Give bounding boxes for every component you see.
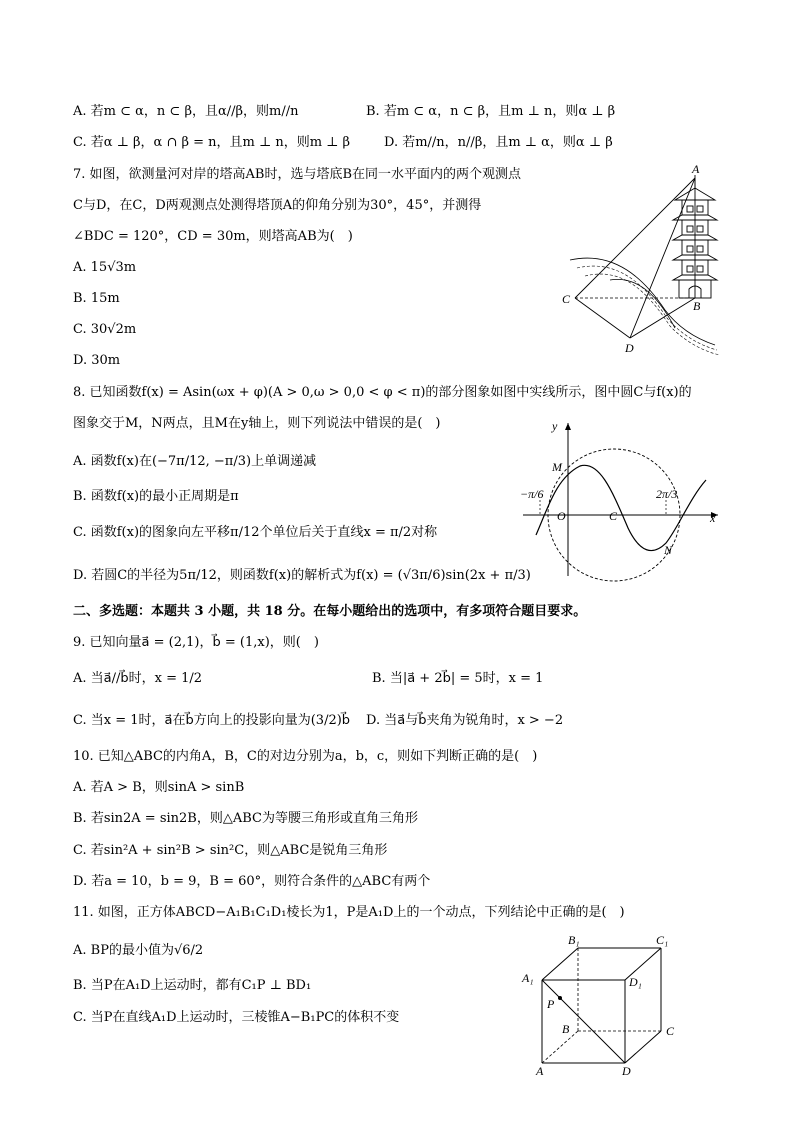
q9-option-a: A. 当a⃗//b⃗时，x = 1/2: [73, 671, 203, 686]
q8-option-c: C. 函数f(x)的图象向左平移π/12个单位后关于直线x = π/2对称: [73, 525, 438, 540]
q9-option-d: D. 当a⃗与b⃗夹角为锐角时，x > −2: [366, 713, 564, 728]
q6-option-b: B. 若m ⊂ α，n ⊂ β，且m ⊥ n，则α ⊥ β: [366, 104, 616, 119]
q10-stem: 10. 已知△ABC的内角A，B，C的对边分别为a，b，c，则如下判断正确的是( ): [73, 749, 538, 764]
q9-stem: 9. 已知向量a⃗ = (2,1)，b⃗ = (1,x)，则( ): [73, 635, 319, 650]
graph-label-neg-pi-6: −π/6: [520, 487, 544, 501]
q7-option-c: C. 30√2m: [73, 322, 137, 337]
q6-option-d: D. 若m//n，n//β，且m ⊥ α，则α ⊥ β: [384, 135, 613, 150]
q11-option-a: A. BP的最小值为√6/2: [73, 943, 204, 958]
q7-option-b: B. 15m: [73, 291, 120, 306]
graph-label-m: M: [552, 460, 562, 474]
cube-label-d: D: [622, 1064, 631, 1078]
section-2-heading: 二、多选题：本题共 3 小题，共 18 分。在每小题给出的选项中，有多项符合题目要求。: [73, 604, 587, 619]
graph-label-c: C: [609, 509, 618, 523]
cube-label-b: B: [562, 1022, 570, 1036]
q10-option-b: B. 若sin2A = sin2B，则△ABC为等腰三角形或直角三角形: [73, 811, 418, 826]
q7-option-a: A. 15√3m: [73, 260, 137, 275]
graph-label-y: y: [552, 419, 558, 433]
q9-option-c: C. 当x = 1时，a⃗在b⃗方向上的投影向量为(3/2)b⃗: [73, 713, 351, 728]
cube-label-p: P: [547, 997, 555, 1011]
cube-label-c: C: [666, 1024, 675, 1038]
q8-stem-1: 8. 已知函数f(x) = Asin(ωx + φ)(A > 0,ω > 0,0 < φ < π)的部分图象如图中实线所示，图中圆C与f(x)的: [73, 385, 692, 400]
graph-label-x: x: [710, 511, 716, 525]
q10-option-d: D. 若a = 10，b = 9，B = 60°，则符合条件的△ABC有两个: [73, 874, 431, 889]
graph-label-n: N: [664, 543, 673, 557]
q6-option-c: C. 若α ⊥ β，α ∩ β = n，且m ⊥ n，则m ⊥ β: [73, 135, 351, 150]
tower-label-a: A: [692, 162, 700, 176]
tower-label-d: D: [625, 341, 634, 355]
cube-label-c1: C₁: [656, 933, 669, 947]
q8-stem-2: 图象交于M，N两点，且M在y轴上，则下列说法中错误的是( ): [73, 416, 441, 431]
q8-option-b: B. 函数f(x)的最小正周期是π: [73, 489, 239, 504]
q11-option-b: B. 当P在A₁D上运动时，都有C₁P ⊥ BD₁: [73, 978, 312, 993]
q11-stem: 11. 如图，正方体ABCD−A₁B₁C₁D₁棱长为1，P是A₁D上的一个动点，下列结论中正确的是( ): [73, 905, 625, 920]
tower-figure: [555, 160, 725, 360]
q11-option-c: C. 当P在直线A₁D上运动时，三棱锥A−B₁PC的体积不变: [73, 1010, 400, 1025]
q7-option-d: D. 30m: [73, 353, 121, 368]
q7-stem-1: 7. 如图，欲测量河对岸的塔高AB时，选与塔底B在同一水平面内的两个观测点: [73, 167, 522, 182]
q10-option-a: A. 若A > B，则sinA > sinB: [73, 780, 245, 795]
q8-option-d: D. 若圆C的半径为5π/12，则函数f(x)的解析式为f(x) = (√3π/6)sin(2x + π/3): [73, 568, 531, 583]
graph-label-2pi-3: 2π/3: [656, 487, 678, 501]
tower-label-b: B: [693, 299, 701, 313]
q10-option-c: C. 若sin²A + sin²B > sin²C，则△ABC是锐角三角形: [73, 843, 388, 858]
q8-option-a: A. 函数f(x)在(−7π/12, −π/3)上单调递减: [73, 454, 317, 469]
cube-label-a1: A₁: [522, 971, 534, 985]
graph-label-o: O: [557, 509, 566, 523]
q7-stem-3: ∠BDC = 120°，CD = 30m，则塔高AB为( ): [73, 229, 353, 244]
cube-label-d1: D₁: [629, 975, 642, 989]
q7-stem-2: C与D，在C，D两观测点处测得塔顶A的仰角分别为30°，45°，并测得: [73, 198, 482, 213]
q6-option-a: A. 若m ⊂ α，n ⊂ β，且α//β，则m//n: [73, 104, 299, 119]
cube-figure: [520, 930, 690, 1080]
sine-graph-figure: [518, 418, 728, 578]
cube-label-a: A: [536, 1064, 544, 1078]
tower-label-c: C: [562, 292, 571, 306]
q9-option-b: B. 当|a⃗ + 2b⃗| = 5时，x = 1: [372, 671, 544, 686]
cube-label-b1: B₁: [568, 933, 580, 947]
